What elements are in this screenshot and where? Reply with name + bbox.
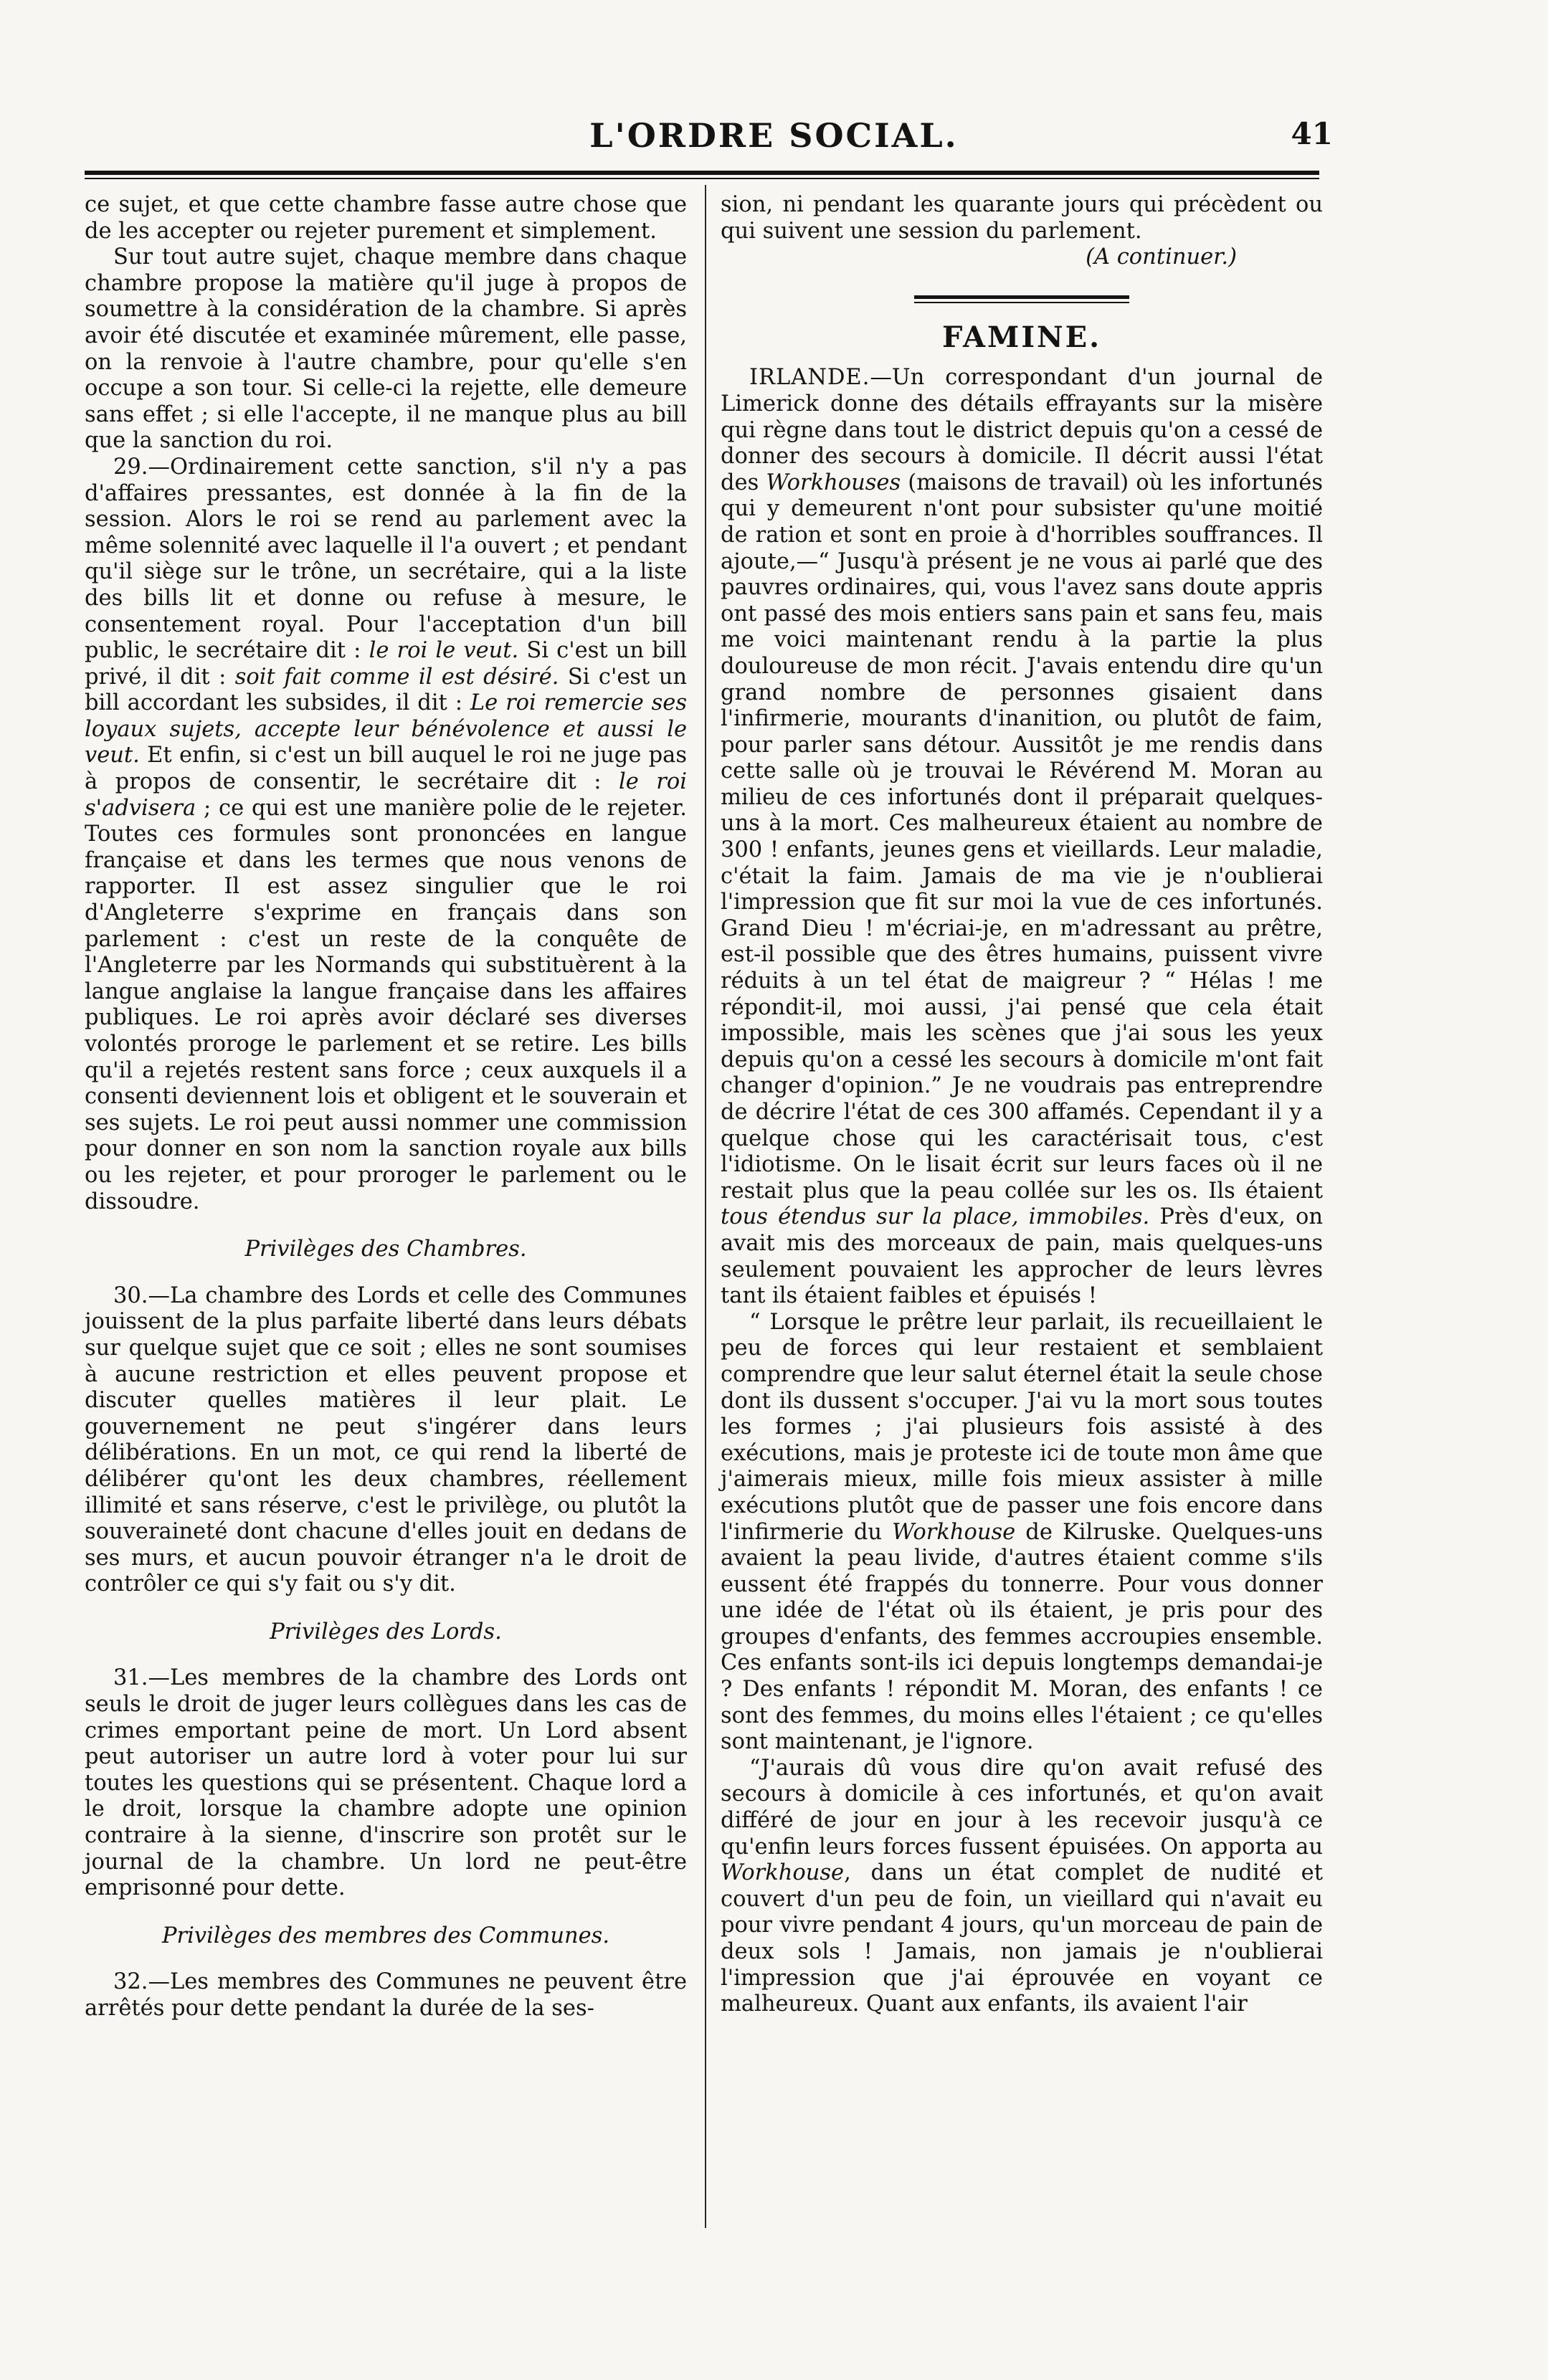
italic-run: le roi le veut. [369, 638, 519, 664]
italic-run: le roi s'advisera [85, 769, 688, 821]
paragraph: Sur tout autre sujet, chaque membre dans chaque chambre propose la matière qu'il juge à propos de soumettre à la considération de la chambre. Si après avoir été discutée et examinée mûrement, elle passe, on la renvoie à l'autre chambre, pour qu'elle s'en occupe a son tour. Si celle-ci la rejette, elle demeure sans effet ; si elle l'accepte, il ne manque plus au bill que la sanction du roi. [85, 244, 687, 454]
text-run: Près d'eux, on avait mis des morceaux de pain, mais quelques-uns seulement pouvaient les approcher de leurs lèvres tant ils étaient faibles et épuisés ! [721, 1204, 1323, 1309]
text-run: “J'aurais dû vous dire qu'on avait refusé des secours à domicile à ces infortunés, et qu'on avait différé de jour en jour à les recevoir jusqu'à ce qu'enfin leurs forces fussent épuisées. On apporta au [721, 1755, 1323, 1860]
paragraph-article-31: 31.—Les membres de la chambre des Lords ont seuls le droit de juger leurs collègues dans les cas de crimes emportant peine de mort. Un Lord absent peut autoriser un autre lord à voter pour lui sur toutes les questions qui se présentent. Chaque lord a le droit, lorsque la chambre adopte une opinion contraire à la sienne, d'inscrire son protêt sur le journal de la chambre. Un lord ne peut-être emprisonné pour dette. [85, 1665, 687, 1901]
italic-run: Workhouse [721, 1860, 845, 1886]
paragraph-article-29 [85, 454, 687, 1215]
paragraph: ce sujet, et que cette chambre fasse autre chose que de les accepter ou rejeter purement et simplement. [85, 192, 687, 244]
page-number: 41 [1291, 116, 1333, 151]
text-run: “ Lorsque le prêtre leur parlait, ils recueillaient le peu de forces qui leur restaient et semblaient comprendre que leur salut éternel était la seule chose dont ils dussent s'occuper. J'ai vu la mort sous toutes les formes ; j'ai plusieurs fois assisté à des exécutions, mais je proteste ici de toute mon âme que j'aimerais mieux, mille fois mieux assister à mille exécutions plutôt que de passer une fois encore dans l'infirmerie du [721, 1309, 1323, 1545]
subheading-privileges-chambres: Privilèges des Chambres. [244, 1237, 527, 1262]
subheading-privileges-lords: Privilèges des Lords. [270, 1619, 502, 1644]
text-run: Et enfin, si c'est un bill auquel le roi ne juge pas à propos de consentir, le secrétaire dit : [85, 743, 687, 795]
paragraph-article-30: 30.—La chambre des Lords et celle des Communes jouissent de la plus parfaite liberté dans leurs débats sur quelque sujet que ce soit ; elles ne sont soumises à aucune restriction et elles peuvent propose et discuter quelles matières il leur plait. Le gouvernement ne peut s'ingérer dans leurs délibérations. En un mot, ce qui rend la liberté de délibérer qu'ont les deux chambres, réellement illimité et sans réserve, c'est le privilège, ou plutôt la souveraineté dont chacune d'elles jouit en dedans de ses murs, et aucun pouvoir étranger n'a le droit de contrôler ce qui s'y fait ou s'y dit. [85, 1282, 687, 1597]
header-rule-thin [85, 178, 1319, 179]
running-title: L'ORDRE SOCIAL. [589, 116, 959, 155]
italic-run: Le roi remercie ses loyaux sujets, accepte leur bénévolence et aussi le veut. [85, 690, 687, 768]
text-run: —Un correspondant d'un journal de Limerick donne des détails effrayants sur la misère qui règne dans tout le district depuis qu'on a cessé de donner des secours à domicile. Il décrit aussi l'état des [721, 365, 1323, 495]
text-run: Si c'est un bill accordant les subsides, il dit : [85, 664, 687, 716]
text-run: de Kilruske. Quelques-uns avaient la peau livide, d'autres étaient comme s'ils eussent été frappés du tonnerre. Pour vous donner une idée de l'état où ils étaient, je pris pour des groupes d'enfants, des femmes accroupies ensemble. Ces enfants sont-ils ici depuis longtemps demandai-je ? Des enfants ! répondit M. Moran, des enfants ! ce sont des femmes, du moins elles l'étaient ; ce qu'elles sont maintenant, je l'ignore. [721, 1519, 1324, 1755]
continuation-note: (A continuer.) [1086, 244, 1237, 270]
text-run: ; ce qui est une manière polie de le rejeter. Toutes ces formules sont prononcées en langue française et dans les termes que nous venons de rapporter. Il est assez singulier que le roi d'Angleterre s'exprime en français dans son parlement : c'est un reste de la conquête de l'Angleterre par les Normands qui substituèrent à la langue anglaise la langue française dans les affaires publiques. Le roi après avoir déclaré ses diverses volontés proroge le parlement et se retire. Les bills qu'il a rejetés restent sans force ; ceux auxquels il a consenti deviennent lois et obligent et le souverain et ses sujets. Le roi peut aussi nommer une commission pour donner en son nom la sanction royale aux bills ou les rejeter, et pour proroger le parlement ou le dissoudre. [85, 795, 687, 1214]
paragraph-irlande [721, 365, 1323, 1309]
italic-run: Workhouse [892, 1519, 1016, 1545]
column-divider [705, 185, 706, 2228]
text-run: 29.—Ordinairement cette sanction, s'il n'y a pas d'affaires pressantes, est donnée à la fin de la session. Alors le roi se rend au parlement avec la même solennité avec laquelle il l'a ouvert ; et pendant qu'il siège sur le trône, un secrétaire, qui a la liste des bills lit et donne ou refuse à mesure, le consentement royal. Pour l'acceptation d'un bill public, le secrétaire dit : [85, 454, 687, 664]
italic-run: soit fait comme il est désiré. [234, 664, 559, 690]
paragraph [721, 1756, 1323, 2018]
paragraph [721, 1310, 1323, 1756]
section-separator-thin [914, 302, 1129, 303]
section-title-famine: FAMINE. [941, 320, 1102, 354]
text-run: , dans un état complet de nudité et couvert d'un peu de foin, un vieillard qui n'avait eu pour vivre pendant 4 jours, qu'un morceau de pain de deux sols ! Jamais, non jamais je n'oublierai l'impression que j'ai éprouvée en voyant ce malheureux. Quant aux enfants, ils avaient l'air [721, 1860, 1323, 2017]
paragraph: sion, ni pendant les quarante jours qui précèdent ou qui suivent une session du parlement. [721, 192, 1323, 244]
paragraph-article-32: 32.—Les membres des Communes ne peuvent être arrêtés pour dette pendant la durée de la ses- [85, 1969, 687, 2021]
text-run: (maisons de travail) où les infortunés qui y demeurent n'ont pour subsister qu'une moitié de ration et sont en proie à d'horribles souffrances. Il ajoute,—“ Jusqu'à présent je ne vous ai parlé que des pauvres ordinaires, qui, vous l'avez sans doute appris ont passé des mois entiers sans pain et sans feu, mais me voici maintenant rendu à la partie la plus douloureuse de mon récit. J'avais entendu dire qu'un grand nombre de personnes gisaient dans l'infirmerie, mourants d'inanition, ou plutôt de faim, pour parler sans détour. Aussitôt je me rendis dans cette salle où je trouvai le Révérend M. Moran au milieu de ces infortunés dont il préparait quelques-uns à la mort. Ces malheureux étaient au nombre de 300 ! enfants, jeunes gens et vieillards. Leur maladie, c'était la faim. Jamais de ma vie je n'oublierai l'impression que fit sur moi la vue de ces infortunés. Grand Dieu ! m'écriai-je, en m'adressant au prêtre, est-il possible que des êtres humains, puissent vivre réduits à un tel état de maigreur ? “ Hélas ! me répondit-il, moi aussi, j'ai pensé que cela était impossible, mais les scènes que j'ai sous les yeux depuis qu'on a cessé les secours à domicile m'ont fait changer d'opinion.” Je ne voudrais pas entreprendre de décrire l'état de ces 300 affamés. Cependant il y a quelque chose qui les caractérisait tous, c'est l'idiotisme. On le lisait écrit sur leurs faces où il ne restait plus que la peau collée sur les os. Ils étaient [721, 470, 1323, 1204]
right-column [721, 192, 1323, 2018]
section-separator [914, 295, 1129, 299]
italic-run: Workhouses [766, 470, 901, 495]
text-run: Si c'est un bill privé, il dit : [85, 638, 687, 690]
left-column [85, 192, 687, 2022]
italic-run: tous étendus sur la place, immobiles. [721, 1204, 1150, 1230]
header-rule [85, 171, 1319, 175]
subheading-privileges-communes: Privilèges des membres des Communes. [161, 1923, 610, 1948]
dateline: IRLANDE. [749, 365, 870, 391]
